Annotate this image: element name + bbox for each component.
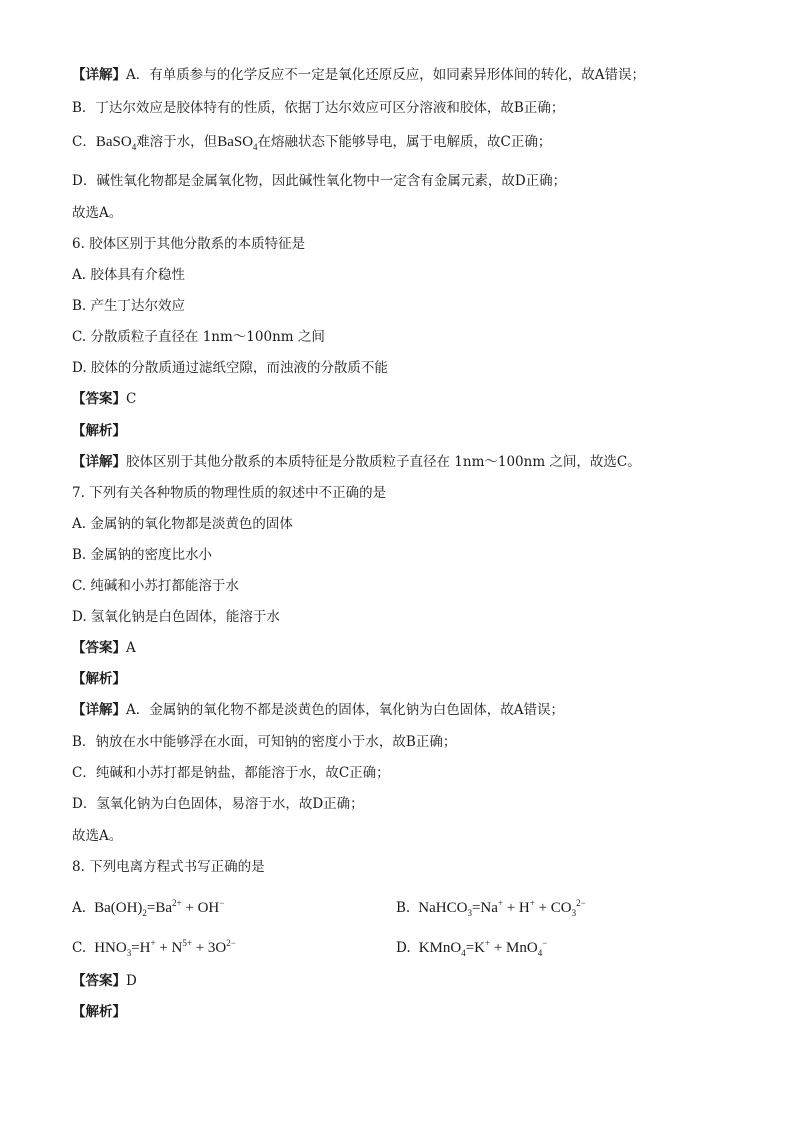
line-text: B．丁达尔效应是胶体特有的性质，依据丁达尔效应可区分溶液和胶体，故B正确； — [72, 100, 565, 116]
analysis-heading: 【解析】 — [72, 423, 126, 439]
question-6-stem: 6. 胶体区别于其他分散系的本质特征是 — [72, 236, 306, 252]
answer-line: 【答案】D — [72, 973, 137, 989]
explanation-line: D．氢氧化钠为白色固体，易溶于水，故D正确； — [72, 796, 364, 812]
question-7-option-c: C. 纯碱和小苏打都能溶于水 — [72, 578, 239, 594]
analysis-heading: 【解析】 — [72, 1004, 126, 1020]
explanation-line: C．纯碱和小苏打都是钠盐，都能溶于水，故C正确； — [72, 765, 390, 781]
question-8-option-b: B. NaHCO$_3$=Na+ + $H^+ + CO_3^{2-}$ — [396, 898, 586, 918]
explanation-line: 【详解】A．金属钠的氧化物不都是淡黄色的固体，氧化钠为白色固体，故A错误； — [72, 702, 564, 718]
formula-baso4: BaSO$_4$ — [95, 134, 137, 152]
explanation-line-1 — [72, 66, 645, 84]
question-8-option-a: A. $Ba(OH)_2=Ba^{2+} + OH^-$ — [72, 898, 225, 918]
conclusion-line — [72, 204, 122, 222]
line-text: 故选A。 — [72, 205, 123, 221]
question-8-stem: 8. 下列电离方程式书写正确的是 — [72, 859, 265, 875]
answer-line: 【答案】A — [72, 640, 136, 656]
line-text: D．碱性氧化物都是金属氧化物，因此碱性氧化物中一定含有金属元素，故D正确； — [72, 173, 567, 189]
detail-tag: 【详解】 — [72, 67, 126, 83]
explanation-line-2 — [72, 99, 564, 117]
explanation-line: 【详解】胶体区别于其他分散系的本质特征是分散质粒子直径在 1nm～100nm 之间，故选C。 — [72, 454, 641, 470]
question-7-option-a: A. 金属钠的氧化物都是淡黄色的固体 — [72, 516, 293, 532]
question-6-option-b: B. 产生丁达尔效应 — [72, 298, 186, 314]
question-7-option-b: B. 金属钠的密度比水小 — [72, 547, 213, 563]
analysis-heading: 【解析】 — [72, 671, 126, 687]
conclusion-line: 故选A。 — [72, 828, 123, 844]
equation-b: NaHCO$_3$=Na+ + $H^+ + CO_3^{2-}$ — [418, 898, 586, 918]
explanation-line-4 — [72, 172, 566, 190]
question-6-option-d: D. 胶体的分散质通过滤纸空隙，而浊液的分散质不能 — [72, 360, 388, 376]
equation-a: $Ba(OH)_2=Ba^{2+} + OH^-$ — [94, 898, 225, 918]
line-text: C． — [72, 134, 96, 150]
question-6-option-a: A. 胶体具有介稳性 — [72, 267, 185, 283]
question-6-option-c: C. 分散质粒子直径在 1nm～100nm 之间 — [72, 329, 325, 345]
question-8-option-d: D. KMnO$_4$=K+ + MnO$_4$− — [396, 938, 548, 958]
explanation-line-3 — [72, 133, 551, 156]
equation-c: $HNO_3=H^+ + N^{5+} + 3O^{2-}$ — [94, 938, 236, 958]
question-7-stem: 7. 下列有关各种物质的物理性质的叙述中不正确的是 — [72, 485, 387, 501]
line-text: 在熔融状态下能够导电，属于电解质，故C正确； — [257, 134, 552, 150]
question-7-option-d: D. 氢氧化钠是白色固体，能溶于水 — [72, 609, 280, 625]
equation-d: KMnO$_4$=K+ + MnO$_4$− — [418, 938, 548, 958]
line-text: A．有单质参与的化学反应不一定是氧化还原反应，如同素异形体间的转化，故A错误； — [126, 67, 645, 83]
formula-baso4: BaSO$_4$ — [217, 134, 258, 152]
answer-line: 【答案】C — [72, 391, 137, 407]
question-8-option-c: C. $HNO_3=H^+ + N^{5+} + 3O^{2-}$ — [72, 938, 236, 958]
explanation-line: B．钠放在水中能够浮在水面，可知钠的密度小于水，故B正确； — [72, 734, 457, 750]
line-text: 难溶于水，但 — [136, 134, 218, 150]
